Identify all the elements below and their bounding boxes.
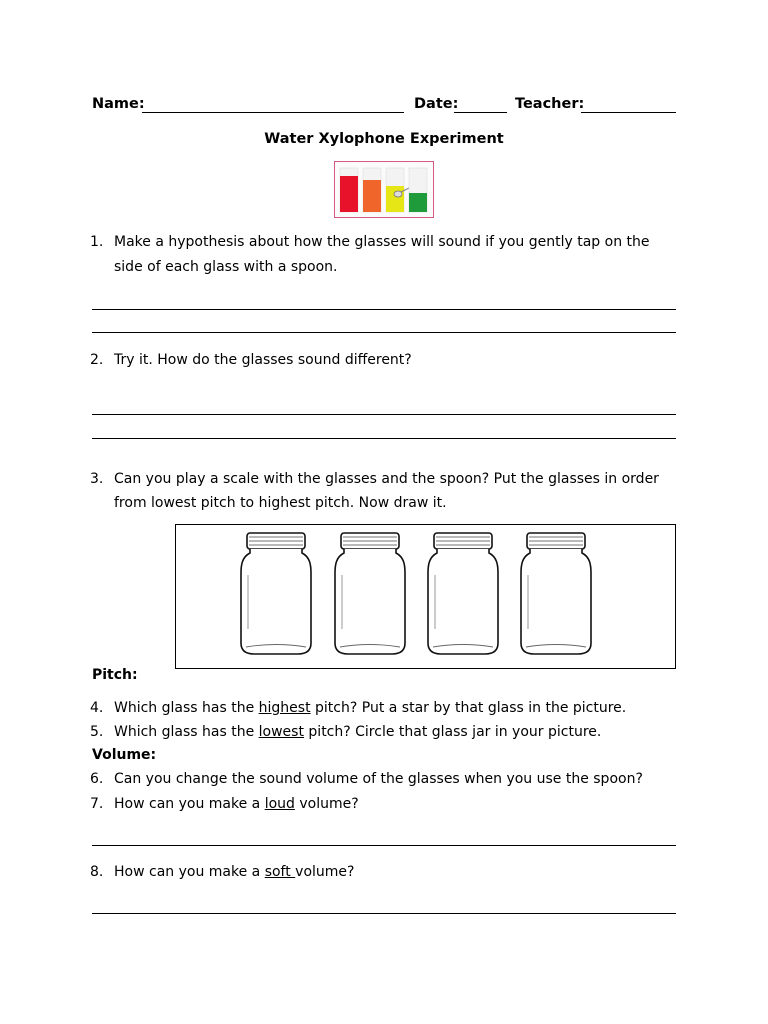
q1-answer-line-2[interactable] <box>92 332 676 333</box>
q8-number: 8. <box>90 864 104 880</box>
q1-answer-line-1[interactable] <box>92 309 676 310</box>
yellow-glass <box>386 186 404 212</box>
date-field[interactable] <box>454 112 507 113</box>
teacher-label: Teacher: <box>515 96 585 112</box>
q2-number: 2. <box>90 352 104 368</box>
q4-text: Which glass has the highest pitch? Put a star by that glass in the picture. <box>114 700 627 716</box>
green-glass <box>409 193 427 212</box>
teacher-field[interactable] <box>581 112 676 113</box>
drawing-area[interactable] <box>175 524 676 669</box>
q1-line1: Make a hypothesis about how the glasses will sound if you gently tap on the <box>114 234 650 250</box>
name-label: Name: <box>92 96 145 112</box>
orange-glass <box>363 180 381 212</box>
spoon-icon <box>394 191 402 197</box>
jar-2 <box>335 533 405 654</box>
q7-answer-line[interactable] <box>92 845 676 846</box>
q5-text: Which glass has the lowest pitch? Circle that glass jar in your picture. <box>114 724 602 740</box>
jar-4 <box>521 533 591 654</box>
name-field[interactable] <box>142 112 404 113</box>
q5-number: 5. <box>90 724 104 740</box>
jar-3 <box>428 533 498 654</box>
jar-1 <box>241 533 311 654</box>
header-row <box>92 96 145 112</box>
q2-line1: Try it. How do the glasses sound different? <box>114 352 412 368</box>
jars-image <box>176 525 675 668</box>
q8-answer-line[interactable] <box>92 913 676 914</box>
colored-glasses-image <box>335 162 433 217</box>
page-title: Water Xylophone Experiment <box>264 131 504 147</box>
q4-number: 4. <box>90 700 104 716</box>
red-glass <box>340 176 358 212</box>
q3-number: 3. <box>90 471 104 487</box>
xylophone-photo <box>334 161 434 218</box>
pitch-heading: Pitch: <box>92 667 138 683</box>
q1-number: 1. <box>90 234 104 250</box>
q3-line1: Can you play a scale with the glasses and the spoon? Put the glasses in order <box>114 471 659 487</box>
q2-answer-line-2[interactable] <box>92 438 676 439</box>
q7-text: How can you make a loud volume? <box>114 796 359 812</box>
q7-number: 7. <box>90 796 104 812</box>
date-label: Date: <box>414 96 459 112</box>
volume-heading: Volume: <box>92 747 157 763</box>
q6-text: Can you change the sound volume of the glasses when you use the spoon? <box>114 771 643 787</box>
q6-number: 6. <box>90 771 104 787</box>
q1-line2: side of each glass with a spoon. <box>114 259 338 275</box>
q2-answer-line-1[interactable] <box>92 414 676 415</box>
q8-text: How can you make a soft volume? <box>114 864 355 880</box>
q3-line2: from lowest pitch to highest pitch. Now draw it. <box>114 495 447 511</box>
